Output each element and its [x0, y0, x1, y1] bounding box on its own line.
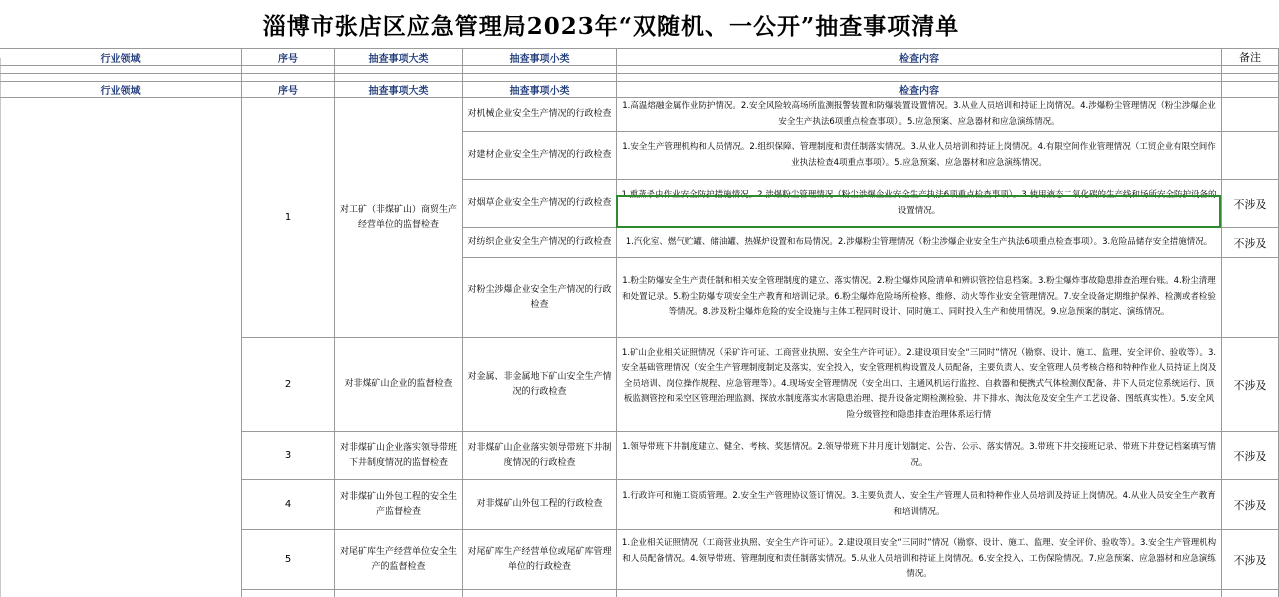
blank-row-cell — [617, 66, 1222, 74]
header-minor: 抽查事项小类 — [463, 82, 617, 98]
minor-cell: 对粉尘涉爆企业安全生产情况的行政检查 — [463, 258, 617, 338]
blank-row-cell — [242, 74, 335, 82]
industry-cell — [0, 98, 242, 597]
note-cell — [1222, 98, 1279, 132]
header-content: 检查内容 — [617, 48, 1222, 66]
minor-cell: 对尾矿库生产经营单位或尾矿库管理单位的行政检查 — [463, 530, 617, 590]
note-cell: 不涉及 — [1222, 180, 1279, 228]
content-cell: 1.汽化室、燃气贮罐、储油罐、热媒炉设置和布局情况。2.涉爆粉尘管理情况（粉尘涉爆企业安全生产执法6项重点检查事项）。3.危险品储存安全措施情况。 — [617, 228, 1222, 258]
minor-cell: 对非煤矿山企业落实领导带班下井制度情况的行政检查 — [463, 432, 617, 480]
content-cell[interactable]: 1.熏蒸杀虫作业安全防护措施情况。2.涉爆粉尘管理情况（粉尘涉爆企业安全生产执法6项重点检查事项）。3.使用液态二氧化碳的生产线和场所安全防护设备的设置情况。 — [617, 180, 1222, 228]
header-content: 检查内容 — [617, 82, 1222, 98]
minor-cell: 对建材企业安全生产情况的行政检查 — [463, 132, 617, 180]
blank-row-cell — [335, 74, 463, 82]
seq-cell: 1 — [242, 98, 335, 338]
header-minor: 抽查事项小类 — [463, 48, 617, 66]
blank-row-cell — [1222, 74, 1279, 82]
major-cell: 对工矿（非煤矿山）商贸生产经营单位的监督检查 — [335, 98, 463, 338]
minor-cell: 对烟草企业安全生产情况的行政检查 — [463, 180, 617, 228]
blank-row-cell — [242, 66, 335, 74]
blank-row-cell — [617, 590, 1222, 597]
header-seq: 序号 — [242, 48, 335, 66]
content-cell: 1.高温熔融金属作业防护情况。2.安全风险较高场所监测报警装置和防爆装置设置情况。3.从业人员培训和持证上岗情况。4.涉爆粉尘管理情况（粉尘涉爆企业安全生产执法6项重点检查事项）。5.应急预案、应急器材和应急演练情况。 — [617, 98, 1222, 132]
major-cell: 对非煤矿山企业落实领导带班下井制度情况的监督检查 — [335, 432, 463, 480]
blank-row-cell — [463, 74, 617, 82]
minor-cell: 对机械企业安全生产情况的行政检查 — [463, 98, 617, 132]
note-cell — [1222, 258, 1279, 338]
content-cell: 1.安全生产管理机构和人员情况。2.组织保障、管理制度和责任制落实情况。3.从业人员培训和持证上岗情况。4.有限空间作业管理情况（工贸企业有限空间作业执法检查4项重点事项）。5.应急预案、应急器材和应急演练情况。 — [617, 132, 1222, 180]
header-note: 备注 — [1222, 48, 1279, 66]
note-cell: 不涉及 — [1222, 338, 1279, 432]
content-cell: 1.矿山企业相关证照情况（采矿许可证、工商营业执照、安全生产许可证）。2.建设项目安全“三同时”情况（勘察、设计、施工、监理、安全评价、验收等）。3.安全基础管理情况（安全生产管理制度制定及落实，安全投入，安全管理机构设置及人员配备，主要负责人、安全管理人员考核合格和特种作业人员持证上岗及全员培训、岗位操作规程、应急管理等）。4.现场安全管理情况（安全出口、主通风机运行监控、自救器和便携式气体检测仪配备、井下人员定位系统运行、顶板监测管控和采空区管理治理监测、探放水制度落实水害隐患治理、提升设备定期检测检验、井下排水、淘汰危及安全生产工艺设备、图纸真实性）。5.安全风险分级管控和隐患排查治理体系运行情 — [617, 338, 1222, 432]
header-industry: 行业领域 — [0, 82, 242, 98]
seq-cell: 2 — [242, 338, 335, 432]
blank-row-cell — [1222, 66, 1279, 74]
major-cell: 对非煤矿山外包工程的安全生产监督检查 — [335, 480, 463, 530]
content-cell: 1.企业相关证照情况（工商营业执照、安全生产许可证）。2.建设项目安全“三同时”情况（勘察、设计、施工、监理、安全评价、验收等）。3.安全生产管理机构和人员配备情况。4.领导带班、管理制度和责任制落实情况。5.从业人员培训和持证上岗情况。6.安全投入、工伤保险情况。7.应急预案、应急器材和应急演练情况。 — [617, 530, 1222, 590]
blank-row-cell — [335, 590, 463, 597]
blank-row-cell — [617, 74, 1222, 82]
header-note-blank — [1222, 82, 1279, 98]
minor-cell: 对金属、非金属地下矿山安全生产情况的行政检查 — [463, 338, 617, 432]
blank-row-cell — [463, 590, 617, 597]
minor-cell: 对纺织企业安全生产情况的行政检查 — [463, 228, 617, 258]
blank-row-cell — [242, 590, 335, 597]
header-major: 抽查事项大类 — [335, 48, 463, 66]
blank-row-cell — [335, 66, 463, 74]
seq-cell: 4 — [242, 480, 335, 530]
seq-cell: 3 — [242, 432, 335, 480]
content-cell: 1.粉尘防爆安全生产责任制和相关安全管理制度的建立、落实情况。2.粉尘爆炸风险清单和辨识管控信息档案。3.粉尘爆炸事故隐患排查治理台账。4.粉尘清理和处置记录。5.粉尘防爆专项安全生产教育和培训记录。6.粉尘爆炸危险场所检修、维修、动火等作业安全管理情况。7.安全设备定期维护保养、检测或者检验等情况。8.涉及粉尘爆炸危险的安全设施与主体工程同时设计、同时施工、同时投入生产和使用情况。9.应急预案的制定、演练情况。 — [617, 258, 1222, 338]
blank-row-cell — [0, 66, 242, 74]
major-cell: 对尾矿库生产经营单位安全生产的监督检查 — [335, 530, 463, 590]
seq-cell: 5 — [242, 530, 335, 590]
note-cell — [1222, 132, 1279, 180]
minor-cell: 对非煤矿山外包工程的行政检查 — [463, 480, 617, 530]
header-major: 抽查事项大类 — [335, 82, 463, 98]
page-title: 淄博市张店区应急管理局2023年“双随机、一公开”抽查事项清单 — [262, 12, 960, 40]
note-cell: 不涉及 — [1222, 480, 1279, 530]
blank-row-cell — [463, 66, 617, 74]
note-cell: 不涉及 — [1222, 228, 1279, 258]
blank-row-cell — [0, 74, 242, 82]
note-cell: 不涉及 — [1222, 530, 1279, 590]
header-industry: 行业领域 — [0, 48, 242, 66]
blank-row-cell — [1222, 590, 1279, 597]
major-cell: 对非煤矿山企业的监督检查 — [335, 338, 463, 432]
content-cell: 1.领导带班下井制度建立、健全、考核、奖惩情况。2.领导带班下井月度计划制定、公告、公示、落实情况。3.带班下井交接班记录、带班下井登记档案填写情况。 — [617, 432, 1222, 480]
header-seq: 序号 — [242, 82, 335, 98]
content-cell: 1.行政许可和施工资质管理。2.安全生产管理协议签订情况。3.主要负责人、安全生产管理人员和特种作业人员培训及持证上岗情况。4.从业人员安全生产教育和培训情况。 — [617, 480, 1222, 530]
note-cell: 不涉及 — [1222, 432, 1279, 480]
